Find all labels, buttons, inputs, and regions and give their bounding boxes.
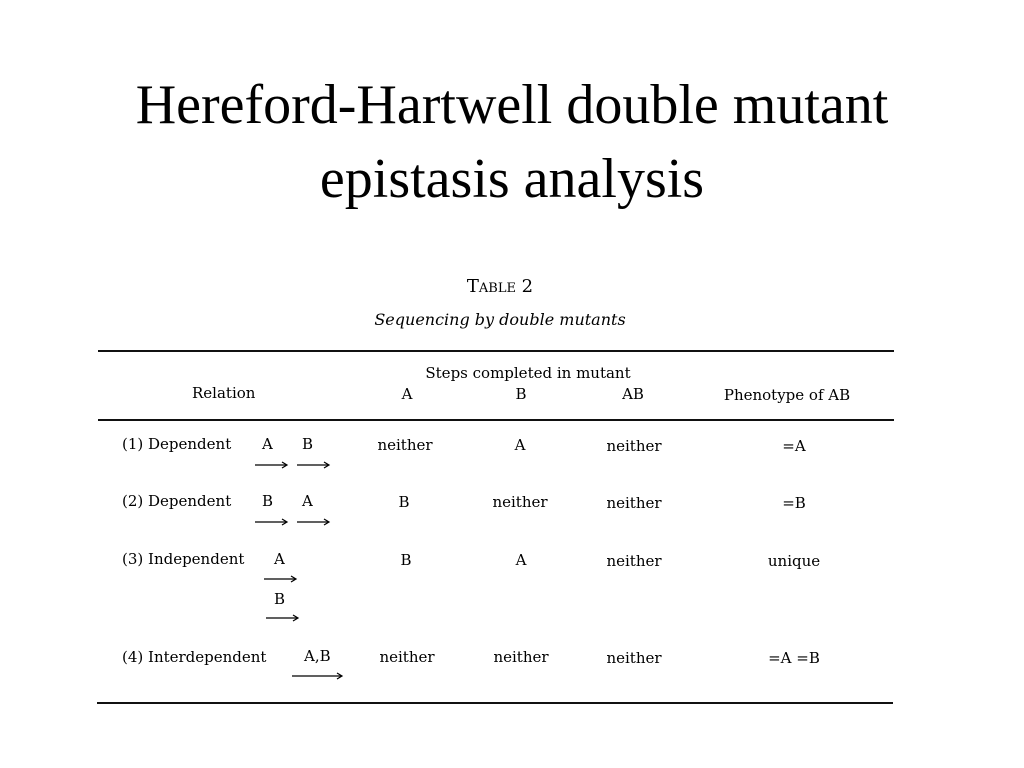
slide-title	[0, 68, 1024, 216]
sequence-step: A	[302, 492, 313, 510]
cell-b: A	[514, 436, 526, 454]
arrow-icon	[255, 517, 289, 527]
table-bottom-rule	[97, 702, 893, 704]
header-col-b: B	[515, 385, 527, 403]
sequence-step: B	[262, 492, 274, 510]
arrow-icon	[297, 460, 331, 470]
title-line-1: Hereford-Hartwell double mutant	[135, 74, 889, 136]
header-steps-group: Steps completed in mutant	[425, 364, 631, 382]
table-subcaption: Sequencing by double mutants	[374, 310, 626, 329]
header-col-a: A	[401, 385, 413, 403]
arrow-icon	[292, 671, 344, 681]
cell-ab: neither	[606, 494, 662, 512]
cell-phenotype: =B	[782, 494, 806, 512]
arrow-icon	[255, 460, 289, 470]
cell-a: neither	[379, 648, 435, 666]
header-phenotype: Phenotype of AB	[723, 386, 851, 404]
cell-a: B	[400, 551, 412, 569]
sequence-step: B	[302, 435, 314, 453]
cell-phenotype: unique	[767, 552, 821, 570]
row-label: (1) Dependent	[122, 435, 232, 453]
row-label: (3) Independent	[122, 550, 245, 568]
arrow-icon	[266, 613, 300, 623]
cell-b: neither	[493, 648, 549, 666]
cell-b: A	[515, 551, 527, 569]
cell-a: neither	[377, 436, 433, 454]
sequence-step: B	[274, 590, 286, 608]
row-label: (4) Interdependent	[122, 648, 267, 666]
table-caption: Table 2	[466, 276, 534, 297]
row-label: (2) Dependent	[122, 492, 232, 510]
arrow-icon	[297, 517, 331, 527]
cell-ab: neither	[606, 552, 662, 570]
sequence-step: A,B	[304, 647, 331, 665]
header-relation: Relation	[192, 384, 256, 402]
cell-a: B	[398, 493, 410, 511]
cell-ab: neither	[606, 437, 662, 455]
header-col-ab: AB	[622, 385, 644, 403]
arrow-icon	[264, 574, 298, 584]
cell-phenotype: =A =B	[768, 649, 820, 667]
table-top-rule	[98, 350, 894, 352]
cell-b: neither	[492, 493, 548, 511]
sequence-step: A	[262, 435, 273, 453]
title-line-2: epistasis analysis	[319, 148, 705, 210]
table-header-rule	[98, 419, 894, 421]
cell-phenotype: =A	[782, 437, 806, 455]
sequence-step: A	[274, 550, 285, 568]
cell-ab: neither	[606, 649, 662, 667]
